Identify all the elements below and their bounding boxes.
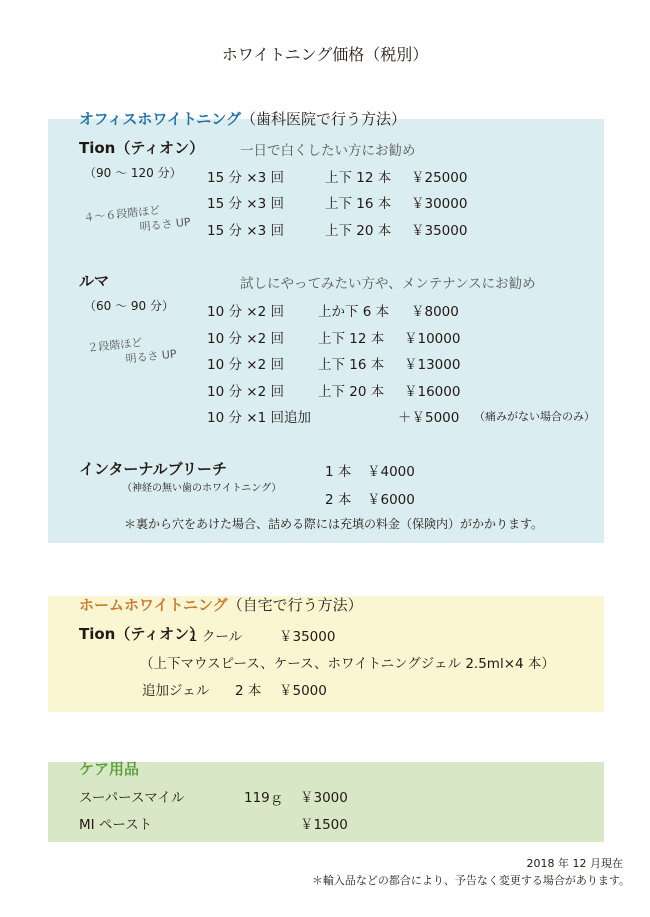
footer-date: 2018 年 12 月現在 (526, 857, 623, 870)
tion-recommend: 一日で白くしたい方にお勧め (240, 143, 416, 159)
page-title: ホワイトニング価格（税別） (221, 45, 429, 64)
care-item-size: 119ｇ (244, 790, 284, 806)
home-extra-label: 追加ジェル (142, 683, 210, 699)
luma-extra-session: 10 分 ×1 回追加 (207, 410, 311, 426)
internal-bleach-name: インターナルブリーチ (79, 460, 228, 478)
tion-row-price: ￥25000 (411, 170, 468, 186)
care-item-name: スーパースマイル (79, 790, 185, 806)
home-extra-qty: 2 本 (235, 683, 262, 699)
care-products-heading: ケア用品 (79, 760, 140, 778)
home-course: 1 クール (189, 629, 243, 645)
internal-row-teeth: 2 本 (325, 492, 352, 508)
tion-row-price: ￥35000 (411, 223, 468, 239)
office-whitening-heading-sub: （歯科医院で行う方法） (241, 110, 407, 128)
tion-row-price: ￥30000 (411, 196, 468, 212)
footer-note: ＊輸入品などの都合により、予告なく変更する場合があります。 (311, 874, 630, 887)
care-item-price: ￥1500 (300, 817, 348, 833)
tion-row-teeth: 上下 12 本 (325, 170, 392, 186)
tion-name: Tion（ティオン） (79, 139, 205, 157)
luma-row-teeth: 上か下 6 本 (318, 304, 390, 320)
internal-row-teeth: 1 本 (325, 464, 352, 480)
luma-row-session: 10 分 ×2 回 (207, 304, 284, 320)
luma-row-teeth: 上下 12 本 (318, 331, 385, 347)
luma-row-price: ￥8000 (411, 304, 459, 320)
office-whitening-heading: オフィスホワイトニング（歯科医院で行う方法） (79, 110, 407, 128)
tion-row-session: 15 分 ×3 回 (207, 223, 284, 239)
home-tion-name: Tion（ティオン） (79, 625, 205, 643)
luma-row-price: ￥13000 (404, 357, 461, 373)
home-detail: （上下マウスピース、ケース、ホワイトニングジェル 2.5ml×4 本） (140, 656, 555, 672)
luma-row-teeth: 上下 16 本 (318, 357, 385, 373)
internal-bleach-note: ＊裏から穴をあけた場合、詰める際には充填の料金（保険内）がかかります。 (124, 517, 544, 531)
luma-effect: ２段階ほど 明るさ UP (86, 335, 178, 366)
home-extra-price: ￥5000 (279, 683, 327, 699)
luma-extra-price: ＋￥5000 (398, 410, 460, 426)
tion-row-session: 15 分 ×3 回 (207, 170, 284, 186)
internal-row-price: ￥6000 (367, 492, 415, 508)
luma-row-price: ￥10000 (404, 331, 461, 347)
luma-row-price: ￥16000 (404, 384, 461, 400)
internal-bleach-sub: （神経の無い歯のホワイトニング） (122, 483, 282, 494)
luma-row-session: 10 分 ×2 回 (207, 331, 284, 347)
tion-effect: ４～６段階ほど 明るさ UP (82, 203, 192, 234)
luma-duration: （60 ～ 90 分） (84, 299, 174, 313)
home-whitening-heading: ホームホワイトニング（自宅で行う方法） (79, 596, 363, 614)
luma-row-session: 10 分 ×2 回 (207, 384, 284, 400)
luma-recommend: 試しにやってみたい方や、メンテナンスにお勧め (240, 276, 536, 292)
care-item-name: MI ペースト (79, 817, 153, 833)
care-item-price: ￥3000 (300, 790, 348, 806)
luma-name: ルマ (79, 272, 110, 290)
tion-duration: （90 ～ 120 分） (84, 166, 182, 180)
luma-extra-note: （痛みがない場合のみ） (474, 410, 595, 423)
luma-row-teeth: 上下 20 本 (318, 384, 385, 400)
internal-row-price: ￥4000 (367, 464, 415, 480)
home-price: ￥35000 (279, 629, 336, 645)
tion-row-teeth: 上下 16 本 (325, 196, 392, 212)
tion-row-session: 15 分 ×3 回 (207, 196, 284, 212)
luma-row-session: 10 分 ×2 回 (207, 357, 284, 373)
home-whitening-heading-sub: （自宅で行う方法） (227, 596, 363, 614)
tion-row-teeth: 上下 20 本 (325, 223, 392, 239)
